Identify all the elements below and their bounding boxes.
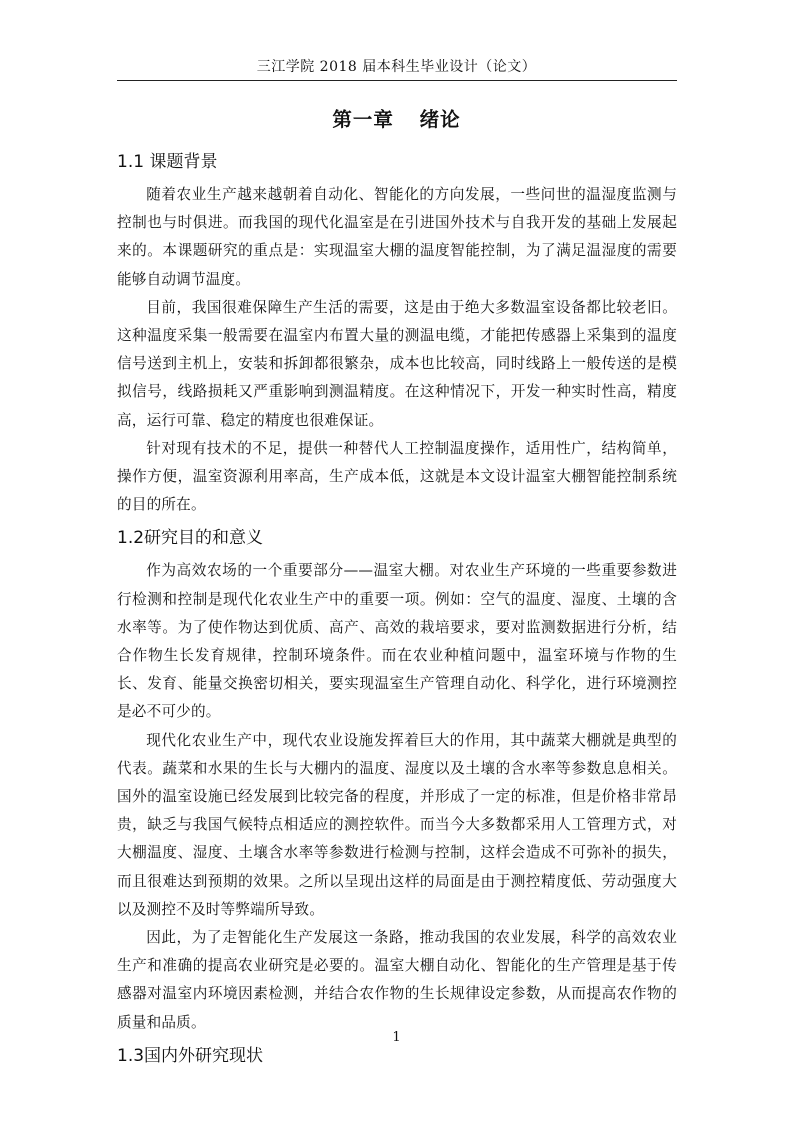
- header-rule: [117, 80, 677, 81]
- paragraph: 现代化农业生产中，现代农业设施发挥着巨大的作用，其中蔬菜大棚就是典型的代表。蔬菜和水果的生长与大棚内的温度、湿度以及土壤的含水率等参数息息相关。国外的温室设施已经发展到比较完备的程度，并形成了一定的标准，但是价格非常昂贵，缺乏与我国气候特点相适应的测控软件。而当今大多数都采用人工管理方式，对大棚温度、湿度、土壤含水率等参数进行检测与控制，这样会造成不可弥补的损失，而且很难达到预期的效果。之所以呈现出这样的局面是由于测控精度低、劳动强度大以及测控不及时等弊端所导致。: [117, 731, 677, 918]
- section-1-1: [117, 147, 677, 519]
- paragraph: 因此，为了走智能化生产发展这一条路，推动我国的农业发展，科学的高效农业生产和准确的提高农业研究是必要的。温室大棚自动化、智能化的生产管理是基于传感器对温室内环境因素检测，并结合农作物的生长规律设定参数，从而提高农作物的质量和品质。: [117, 929, 677, 1031]
- body-content: [117, 143, 677, 1075]
- section-heading: 1.2研究目的和意义: [117, 528, 264, 549]
- section-1-2: [117, 523, 677, 1036]
- section-heading: 1.1 课题背景: [117, 152, 218, 172]
- paragraph: 作为高效农场的一个重要部分——温室大棚。对农业生产环境的一些重要参数进行检测和控制是现代化农业生产中的重要一项。例如：空气的温度、湿度、土壤的含水率等。为了使作物达到优质、高产、高效的栽培要求，要对监测数据进行分析，结合作物生长发育规律，控制环境条件。而在农业种植问题中，温室环境与作物的生长、发育、能量交换密切相关，要实现温室生产管理自动化、科学化，进行环境测控是必不可少的。: [117, 562, 677, 721]
- section-1-3: [117, 1041, 677, 1071]
- paragraph: 目前，我国很难保障生产生活的需要，这是由于绝大多数温室设备都比较老旧。这种温度采集一般需要在温室内布置大量的测温电缆，才能把传感器上采集到的温度信号送到主机上，安装和拆卸都很繁杂，成本也比较高，同时线路上一般传送的是模拟信号，线路损耗又严重影响到测温精度。在这种情况下，开发一种实时性高，精度高，运行可靠、稳定的精度也很难保证。: [117, 298, 677, 429]
- running-header: 三江学院 2018 届本科生毕业设计（论文）: [256, 59, 537, 75]
- page-number: 1: [392, 1030, 401, 1045]
- paragraph: 针对现有技术的不足，提供一种替代人工控制温度操作，适用性广，结构简单，操作方便，温室资源利用率高，生产成本低，这就是本文设计温室大棚智能控制系统的目的所在。: [117, 439, 677, 514]
- section-heading: 1.3国内外研究现状: [117, 1045, 264, 1066]
- chapter-title: 第一章 绪论: [332, 108, 461, 131]
- paragraph: 随着农业生产越来越朝着自动化、智能化的方向发展，一些问世的温湿度监测与控制也与时俱进。而我国的现代化温室是在引进国外技术与自我开发的基础上发展起来的。本课题研究的重点是：实现温室大棚的温度智能控制，为了满足温湿度的需要能够自动调节温度。: [117, 186, 677, 288]
